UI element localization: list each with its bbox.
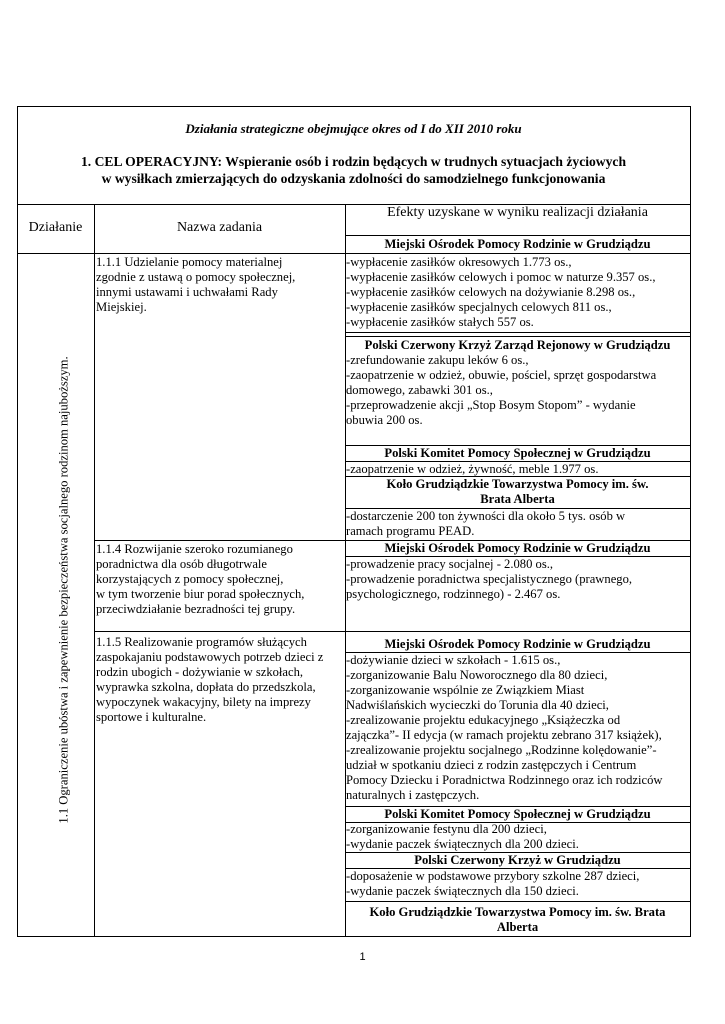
- document-page: Działania strategiczne obejmujące okres od I do XII 2010 roku 1. CEL OPERACYJNY: Wspieranie osób i rodzin będących w trudnych sytuacjach życiowych w wysiłkach zmierzających do odzyskania zdolności do samodzielnego funkcjonowania Działanie Nazwa zadania Efekty uzyskane w wyniku realizacji działania Miejski Ośrodek Pomocy Rodzinie w Grudziądzu 1.1 Ograniczenie ubóstwa i zapewnienie bezpieczeństwa socjalnego rodzinom najuboższym. 1.1.1 Udzielanie pomocy materialnej zgodnie z ustawą o pomocy społecznej, innymi ustawami i uchwałami Rady Miejskiej. 1.1.4 Rozwijanie szeroko rozumianego poradnictwa dla osób długotrwale korzystających z pomocy społecznej, w tym tworzenie biur porad społecznych, przeciwdziałanie bezradności tej grupy. 1.1.5 Realizowanie programów służących zaspokajaniu podstawowych potrzeb dzieci z rodzin ubogich - dożywianie w szkołach, wyprawka szkolna, dopłata do przedszkola, wypoczynek wakacyjny, bilety na imprezy sportowe i kulturalne. -wypłacenie zasiłków okresowych 1.773 os., -wypłacenie zasiłków celowych i pomoc w naturze 9.357 os., -wypłacenie zasiłków celowych na dożywianie 8.298 os., -wypłacenie zasiłków specjalnych celowych 811 os., -wypłacenie zasiłków stałych 557 os. Polski Czerwony Krzyż Zarząd Rejonowy w Grudziądzu -zrefundowanie zakupu leków 6 os., -zaopatrzenie w odzież, obuwie, pościel, sprzęt gospodarstwa domowego, zabawki 301 os., -przeprowadzenie akcji „Stop Bosym Stopom” - wydanie obuwia 200 os. Polski Komitet Pomocy Społecznej w Grudziądzu -zaopatrzenie w odzież, żywność, meble 1.977 os. Koło Grudziądzkie Towarzystwa Pomocy im. św. Brata Alberta -dostarczenie 200 ton żywności dla około 5 tys. osób w ramach programu PEAD. Miejski Ośrodek Pomocy Rodzinie w Grudziądzu -prowadzenie pracy socjalnej - 2.080 os., -prowadzenie poradnictwa specjalistycznego (prawnego, psychologicznego, rodzinnego) - 2.467 os. Miejski Ośrodek Pomocy Rodzinie w Grudziądzu -dożywianie dzieci w szkołach - 1.615 os., -zorganizowanie Balu Noworocznego dla 80 dzieci, -zorganizowanie wspólnie ze Związkiem Miast Nadwiślańskich wycieczki do Torunia dla 40 dzieci, -zrealizowanie projektu edukacyjnego „Książeczka od zajączka”- II edycja (w ramach projektu zebrano 317 książek), -zrealizowanie projektu socjalnego „Rodzinne kolędowanie”- udział w spotkaniu dzieci z rodzin zastępczych i Centrum Pomocy Dziecku i Poradnictwa Rodzinnego oraz ich rodziców naturalnych i zastępczych. Polski Komitet Pomocy Społecznej w Grudziądzu -zorganizowanie festynu dla 200 dzieci, -wydanie paczek świątecznych dla 200 dzieci. Polski Czerwony Krzyż w Grudziądzu -doposażenie w podstawowe przybory szkolne 287 dzieci, -wydanie paczek świątecznych dla 150 dzieci. Koło Grudziądzkie Towarzystwa Pomocy im. św. Brata Alberta 1: [0, 0, 725, 1024]
- org-mops: Miejski Ośrodek Pomocy Rodzinie w Grudziądzu: [384, 541, 651, 555]
- effect-line: -wypłacenie zasiłków okresowych 1.773 os.,: [346, 255, 572, 269]
- org-pck-rejon: Polski Czerwony Krzyż Zarząd Rejonowy w Grudziądzu: [364, 338, 671, 352]
- task-line: sportowe i kulturalne.: [96, 710, 207, 724]
- period-title: Działania strategiczne obejmujące okres od I do XII 2010 roku: [185, 121, 522, 136]
- effect-line: -zorganizowanie Balu Noworocznego dla 80 dzieci,: [346, 668, 608, 682]
- org-kolo-brata-alberta: Koło Grudziądzkie Towarzystwa Pomocy im. św.: [386, 477, 649, 491]
- table-border-top: [17, 106, 691, 107]
- effect-line: domowego, zabawki 301 os.,: [346, 383, 493, 397]
- task-line: 1.1.1 Udzielanie pomocy materialnej: [96, 255, 283, 269]
- effect-line: -zrefundowanie zakupu leków 6 os.,: [346, 353, 529, 367]
- task-line: 1.1.4 Rozwijanie szeroko rozumianego: [96, 542, 293, 556]
- task-line: innymi ustawami i uchwałami Rady: [96, 285, 278, 299]
- table-border-right: [690, 106, 691, 936]
- effect-line: Nadwiślańskich wycieczki do Torunia dla 40 dzieci,: [346, 698, 609, 712]
- task-line: Miejskiej.: [96, 300, 147, 314]
- divider-header: [17, 253, 691, 254]
- task-line: przeciwdziałanie bezradności tej grupy.: [96, 602, 296, 616]
- effect-line: -zrealizowanie projektu edukacyjnego „Książeczka od: [346, 713, 621, 727]
- task-line: 1.1.5 Realizowanie programów służących: [96, 635, 307, 649]
- org-mops: Miejski Ośrodek Pomocy Rodzinie w Grudziądzu: [384, 237, 651, 251]
- task-line: w tym tworzenie biur porad społecznych,: [96, 587, 305, 601]
- divider-header-inner: [345, 235, 691, 236]
- page-number: 1: [359, 951, 366, 963]
- effect-line: -wypłacenie zasiłków celowych na dożywianie 8.298 os.,: [346, 285, 636, 299]
- effect-line: -przeprowadzenie akcji „Stop Bosym Stopom” - wydanie: [346, 398, 636, 412]
- divider-effects: [345, 336, 691, 337]
- task-line: zaspokajaniu podstawowych potrzeb dzieci z: [96, 650, 324, 664]
- org-mops: Miejski Ośrodek Pomocy Rodzinie w Grudziądzu: [384, 637, 651, 651]
- effect-line: -zrealizowanie projektu socjalnego „Rodzinne kolędowanie”-: [346, 743, 657, 757]
- task-line: zgodnie z ustawą o pomocy społecznej,: [96, 270, 296, 284]
- effect-line: -dożywianie dzieci w szkołach - 1.615 os.,: [346, 653, 561, 667]
- org-kolo-brata-alberta: Koło Grudziądzkie Towarzystwa Pomocy im. św. Brata: [369, 905, 666, 919]
- effect-line: -wydanie paczek świątecznych dla 150 dzieci.: [346, 884, 579, 898]
- table-border-bottom: [17, 936, 691, 937]
- operational-goal-line-1: 1. CEL OPERACYJNY: Wspieranie osób i rodzin będących w trudnych sytuacjach życiowych: [80, 154, 627, 169]
- task-line: wypoczynek wakacyjny, bilety na imprezy: [96, 695, 311, 709]
- header-action: Działanie: [28, 220, 83, 235]
- task-line: korzystających z pomocy społecznej,: [96, 572, 284, 586]
- effect-line: -zaopatrzenie w odzież, żywność, meble 1.977 os.: [346, 462, 599, 476]
- task-line: rodzin ubogich - dożywianie w szkołach,: [96, 665, 304, 679]
- effect-line: -prowadzenie pracy socjalnej - 2.080 os.,: [346, 557, 554, 571]
- divider-effects: [345, 332, 691, 333]
- org-kolo-brata-alberta: Alberta: [496, 920, 539, 934]
- effect-line: udział w spotkaniu dzieci z rodzin zastępczych i Centrum: [346, 758, 637, 772]
- effect-line: -wydanie paczek świątecznych dla 200 dzieci.: [346, 837, 579, 851]
- effect-line: obuwia 200 os.: [346, 413, 423, 427]
- divider-row: [94, 631, 691, 632]
- effect-line: ramach programu PEAD.: [346, 524, 475, 538]
- effect-line: zajączka”- II edycja (w ramach projektu zebrano 317 książek),: [346, 728, 662, 742]
- divider-effects: [345, 901, 691, 902]
- header-effects: Efekty uzyskane w wyniku realizacji działania: [387, 205, 648, 220]
- effect-line: naturalnych i zastępczych.: [346, 788, 480, 802]
- org-pkps: Polski Komitet Pomocy Społecznej w Grudziądzu: [384, 446, 651, 460]
- effect-line: -zorganizowanie festynu dla 200 dzieci,: [346, 822, 547, 836]
- effect-line: -wypłacenie zasiłków stałych 557 os.: [346, 315, 534, 329]
- operational-goal-line-2: w wysiłkach zmierzających do odzyskania zdolności do samodzielnego funkcjonowania: [101, 171, 606, 186]
- task-line: wyprawka szkolna, dopłata do przedszkola,: [96, 680, 316, 694]
- effect-line: -zorganizowanie wspólnie ze Związkiem Miast: [346, 683, 585, 697]
- effect-line: -prowadzenie poradnictwa specjalistycznego (prawnego,: [346, 572, 633, 586]
- effect-line: psychologicznego, rodzinnego) - 2.467 os.: [346, 587, 561, 601]
- effect-line: -wypłacenie zasiłków celowych i pomoc w naturze 9.357 os.,: [346, 270, 656, 284]
- org-kolo-brata-alberta: Brata Alberta: [480, 492, 555, 506]
- org-pck: Polski Czerwony Krzyż w Grudziądzu: [414, 853, 621, 867]
- effect-line: -zaopatrzenie w odzież, obuwie, pościel, sprzęt gospodarstwa: [346, 368, 657, 382]
- effect-line: Pomocy Dziecku i Poradnictwa Rodzinnego oraz ich rodziców: [346, 773, 663, 787]
- header-task-name: Nazwa zadania: [176, 220, 263, 235]
- column-divider-1: [94, 204, 95, 936]
- effect-line: -wypłacenie zasiłków specjalnych celowych 811 os.,: [346, 300, 612, 314]
- task-line: poradnictwa dla osób długotrwale: [96, 557, 268, 571]
- org-pkps: Polski Komitet Pomocy Społecznej w Grudziądzu: [384, 807, 651, 821]
- effect-line: -dostarczenie 200 ton żywności dla około 5 tys. osób w: [346, 509, 626, 523]
- effect-line: -doposażenie w podstawowe przybory szkolne 287 dzieci,: [346, 869, 640, 883]
